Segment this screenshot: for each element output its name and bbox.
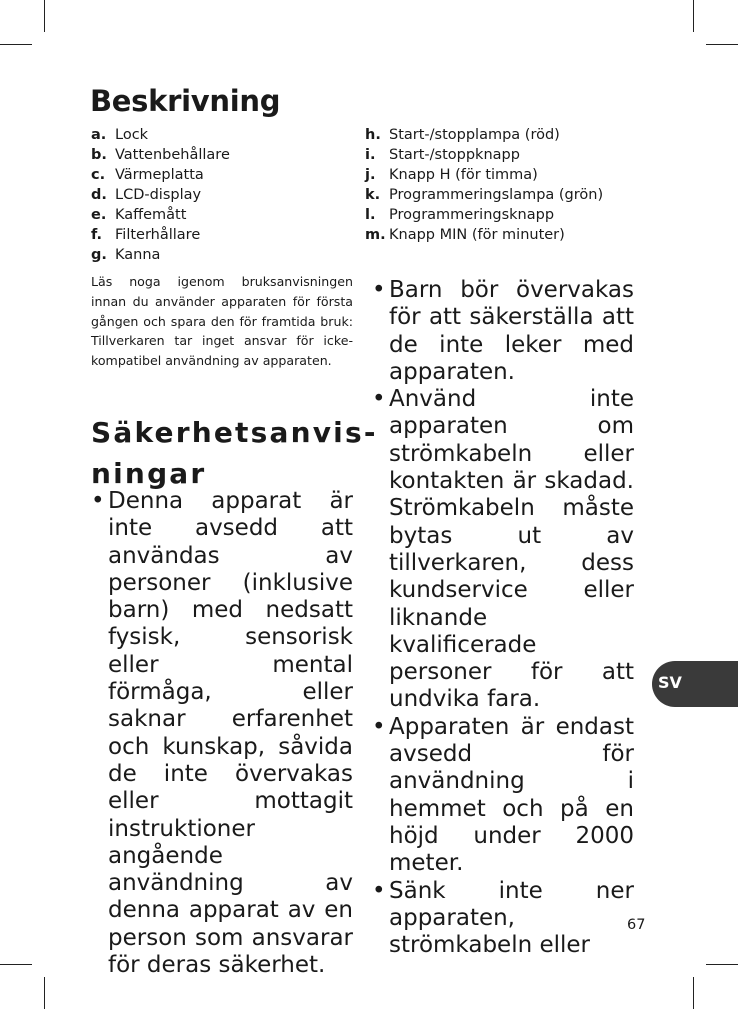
list-item: • Använd inte apparaten om strömkabeln eller kontakten är skadad. Strömkabeln måste bytas ut av tillverkaren, dess kundservice eller liknande kvalificerade personer för att undvika fara. [372,386,634,713]
bullet-icon: • [372,877,386,904]
page-number: 67 [627,917,646,933]
list-item: l. Programmeringsknapp [365,207,555,223]
crop-mark [706,964,738,965]
crop-mark [693,0,694,32]
list-item: b. Vattenbehållare [91,147,230,163]
list-item: f. Filterhållare [91,227,201,243]
bullet-icon: • [372,277,386,303]
parts-list-left [91,125,230,265]
list-item: c. Värmeplatta [91,167,204,183]
language-tab [652,661,738,707]
crop-mark [693,977,694,1009]
page-title: Beskrivning [90,84,281,118]
safety-list-right [372,277,634,959]
list-item: • Apparaten är endast avsedd för användning i hemmet och på en höjd under 2000 meter. [372,713,634,877]
list-item: h. Start-/stopplampa (röd) [365,127,560,143]
list-item: • Sänk inte ner apparaten, strömkabeln eller [372,877,634,959]
safety-list-left [91,488,353,979]
list-item: k. Programmeringslampa (grön) [365,187,604,203]
list-item: d. LCD-display [91,187,202,203]
crop-mark [706,44,738,45]
list-item: • Denna apparat är inte avsedd att användas av personer (inklusive barn) med nedsatt fysisk, sensorisk eller mental förmåga, eller saknar erfarenhet och kunskap, såvida de inte övervakas eller mottagit instruktioner angående användning av denna apparat av en person som ansvarar för deras säkerhet. [91,488,353,979]
crop-mark [44,977,45,1009]
crop-mark [0,964,32,965]
list-item: • Barn bör övervakas för att säkerställa att de inte leker med apparaten. [372,277,634,385]
list-item: a. Lock [91,127,149,143]
bullet-icon: • [372,713,386,740]
crop-mark [44,0,45,32]
bullet-icon: • [372,386,386,413]
parts-list-right [365,125,603,245]
language-tab-label: SV [658,673,682,692]
list-item: e. Kaffemått [91,207,187,223]
list-item: j. Knapp H (för timma) [365,167,538,183]
list-item: g. Kanna [91,247,161,263]
list-item: i. Start-/stoppknapp [365,147,520,163]
crop-mark [0,44,32,45]
intro-paragraph: Läs noga igenom bruksanvisningen innan du använder apparaten för första gången och spara den för framtida bruk: Tillverkaren tar inget ansvar för icke-kompatibel användning av apparaten. [91,274,353,369]
bullet-icon: • [91,488,105,514]
safety-heading: Säkerhetsanvis-ningar [91,416,378,490]
list-item: m. Knapp MIN (för minuter) [365,227,565,243]
